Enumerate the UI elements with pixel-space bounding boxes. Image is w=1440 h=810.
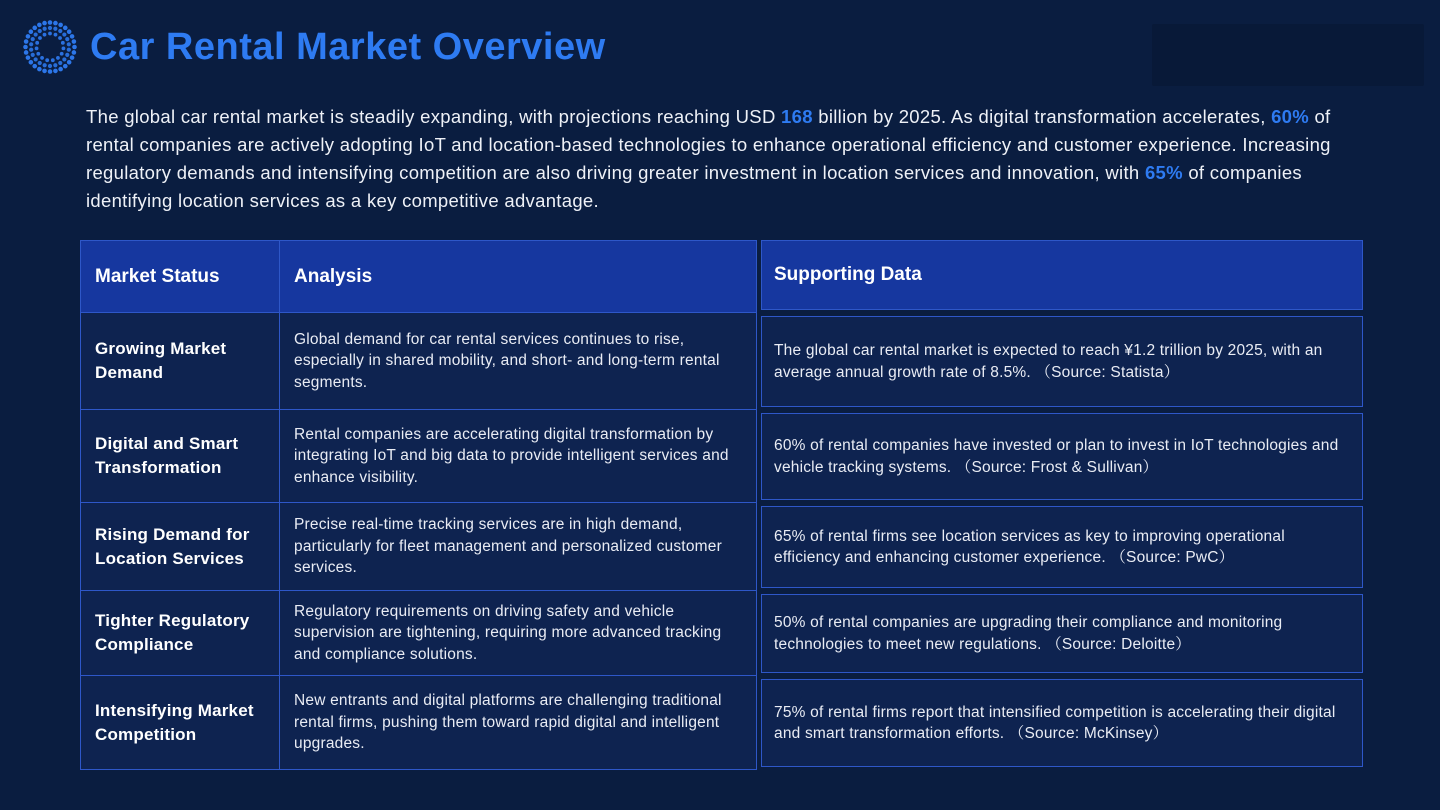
analysis-cell	[280, 591, 757, 676]
status-cell-text: Rising Demand for Location Services	[95, 524, 250, 568]
supporting-cell-text: The global car rental market is expected to reach ¥1.2 trillion by 2025, with an average annual growth rate of 8.5%. （Source: Statista）	[774, 342, 1323, 381]
intro-text: of rental companies are actively adopting IoT and location-based technologies to enhance operational efficiency and customer experience. Increasing regulatory demands and intensifying competition are also driving greater investment in location services and innovation, with	[86, 106, 1331, 183]
table-header-analysis	[280, 240, 757, 313]
table-header-supporting-data	[761, 240, 1363, 310]
supporting-cell-text: 50% of rental companies are upgrading their compliance and monitoring technologies to meet new regulations. （Source: Deloitte）	[774, 614, 1283, 653]
intro-highlight: 168	[781, 106, 813, 127]
status-cell-text: Tighter Regulatory Compliance	[95, 611, 250, 654]
analysis-cell-text: New entrants and digital platforms are challenging traditional rental firms, pushing them toward rapid digital and intelligent upgrades.	[294, 692, 722, 753]
intro-highlight: 60%	[1271, 106, 1310, 127]
analysis-cell	[280, 676, 757, 770]
supporting-cell	[761, 506, 1363, 588]
analysis-cell-text: Global demand for car rental services continues to rise, especially in shared mobility, and short- and long-term rental segments.	[294, 330, 720, 391]
status-cell-text: Digital and Smart Transformation	[95, 434, 239, 477]
supporting-cell	[761, 413, 1363, 500]
supporting-cell	[761, 679, 1363, 767]
status-cell	[80, 676, 280, 770]
intro-paragraph	[86, 103, 1366, 215]
table-header-market-status	[80, 240, 280, 313]
analysis-cell-text: Rental companies are accelerating digital transformation by integrating IoT and big data to provide intelligent services and enhance visibility.	[294, 425, 729, 486]
analysis-cell-text: Precise real-time tracking services are in high demand, particularly for fleet management and personalized customer services.	[294, 516, 722, 577]
status-cell	[80, 503, 280, 591]
supporting-cell-text: 60% of rental companies have invested or plan to invest in IoT technologies and vehicle tracking systems. （Source: Frost & Sullivan）	[774, 437, 1339, 476]
supporting-cell	[761, 316, 1363, 407]
status-cell-text: Intensifying Market Competition	[95, 700, 254, 744]
page-title: Car Rental Market Overview	[90, 26, 606, 68]
header-label: Market Status	[95, 265, 220, 287]
supporting-cell-text: 75% of rental firms report that intensified competition is accelerating their digital and smart transformation efforts. （Source: McKinsey）	[774, 703, 1336, 742]
intro-highlight: 65%	[1144, 162, 1183, 183]
market-overview-table	[80, 240, 1363, 770]
header-label: Analysis	[294, 265, 373, 287]
supporting-cell	[761, 594, 1363, 673]
status-cell	[80, 410, 280, 503]
status-cell	[80, 313, 280, 410]
status-cell-text: Growing Market Demand	[95, 339, 227, 382]
status-cell	[80, 591, 280, 676]
analysis-cell	[280, 313, 757, 410]
intro-text: The global car rental market is steadily expanding, with projections reaching USD	[86, 106, 782, 127]
intro-text: of companies identifying location services as a key competitive advantage.	[86, 162, 1302, 211]
analysis-cell	[280, 410, 757, 503]
watermark	[1152, 24, 1424, 86]
analysis-cell	[280, 503, 757, 591]
header-label: Supporting Data	[774, 264, 922, 285]
supporting-cell-text: 65% of rental firms see location services as key to improving operational efficiency and enhancing customer experience. （Source: PwC）	[774, 527, 1285, 566]
analysis-cell-text: Regulatory requirements on driving safety and vehicle supervision are tightening, requiring more advanced tracking and compliance solutions.	[294, 602, 722, 663]
dotted-circle-logo-icon	[22, 19, 78, 75]
intro-text: billion by 2025. As digital transformation accelerates,	[812, 106, 1272, 127]
